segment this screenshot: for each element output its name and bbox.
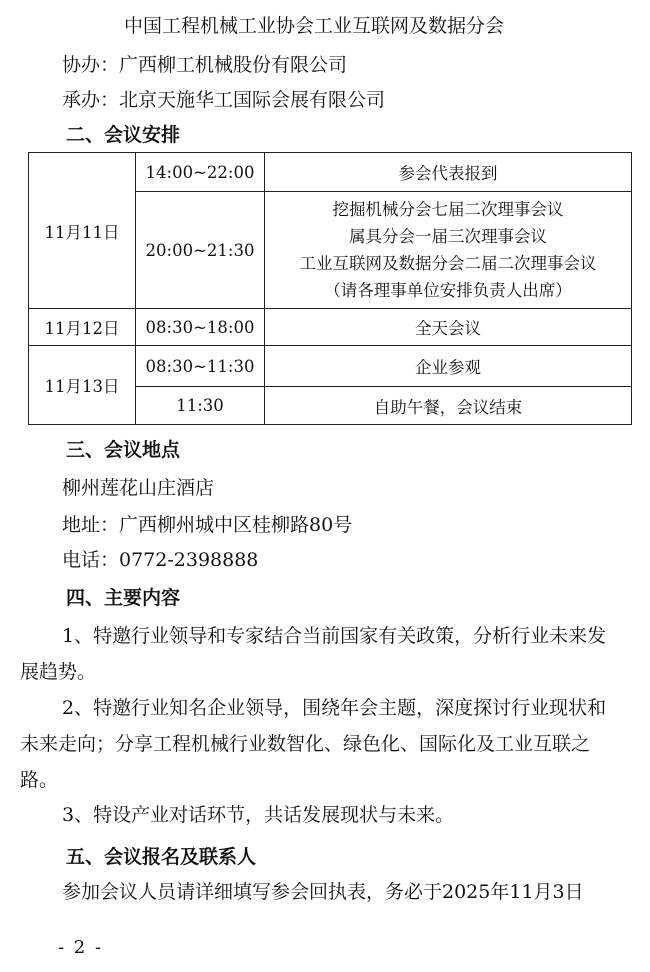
table-row bbox=[29, 346, 632, 387]
time-cell: 14:00~22:00 bbox=[136, 153, 265, 192]
section-heading-venue: 三、会议地点 bbox=[66, 439, 181, 461]
content-item-2: 2、特邀行业知名企业领导，围绕年会主题，深度探讨行业现状和未来走向；分享工程机械行业数智化、绿色化、国际化及工业互联之路。 bbox=[20, 697, 607, 791]
section-heading-schedule: 二、会议安排 bbox=[66, 124, 181, 146]
co-organizer-line: 协办：广西柳工机械股份有限公司 bbox=[62, 54, 348, 76]
date-cell: 11月13日 bbox=[29, 346, 136, 425]
event-line: （请各理事单位安排负责人出席） bbox=[324, 281, 572, 300]
section-heading-registration: 五、会议报名及联系人 bbox=[66, 846, 257, 868]
event-line: 属具分会一届三次理事会议 bbox=[349, 227, 547, 246]
date-cell: 11月12日 bbox=[29, 309, 136, 346]
section-heading-content: 四、主要内容 bbox=[66, 587, 181, 609]
time-cell: 20:00~21:30 bbox=[136, 192, 265, 309]
event-cell: 企业参观 bbox=[265, 346, 632, 387]
event-cell: 自助午餐，会议结束 bbox=[265, 387, 632, 425]
table-row bbox=[29, 309, 632, 346]
table-row bbox=[29, 153, 632, 192]
content-item-1: 1、特邀行业领导和专家结合当前国家有关政策，分析行业未来发展趋势。 bbox=[20, 625, 607, 683]
organizer-line: 中国工程机械工业协会工业互联网及数据分会 bbox=[124, 15, 505, 37]
venue-name: 柳州莲花山庄酒店 bbox=[62, 477, 215, 499]
event-cell: 参会代表报到 bbox=[265, 153, 632, 192]
event-line: 挖掘机械分会七届二次理事会议 bbox=[332, 200, 564, 219]
venue-phone: 电话：0772-2398888 bbox=[62, 549, 259, 571]
time-cell: 11:30 bbox=[136, 387, 265, 425]
time-cell: 08:30~18:00 bbox=[136, 309, 265, 346]
page-number: - 2 - bbox=[58, 937, 104, 958]
content-item-3: 3、特设产业对话环节，共话发展现状与未来。 bbox=[62, 804, 455, 826]
registration-text: 参加会议人员请详细填写参会回执表，务必于2025年11月3日 bbox=[62, 881, 584, 903]
schedule-table bbox=[28, 152, 632, 425]
venue-address: 地址：广西柳州城中区桂柳路80号 bbox=[62, 514, 353, 536]
event-cell: 全天会议 bbox=[265, 309, 632, 346]
event-line: 工业互联网及数据分会二届二次理事会议 bbox=[299, 254, 597, 273]
time-cell: 08:30~11:30 bbox=[136, 346, 265, 387]
undertaker-line: 承办：北京天施华工国际会展有限公司 bbox=[62, 89, 386, 111]
event-cell bbox=[265, 192, 632, 309]
date-cell: 11月11日 bbox=[29, 153, 136, 309]
